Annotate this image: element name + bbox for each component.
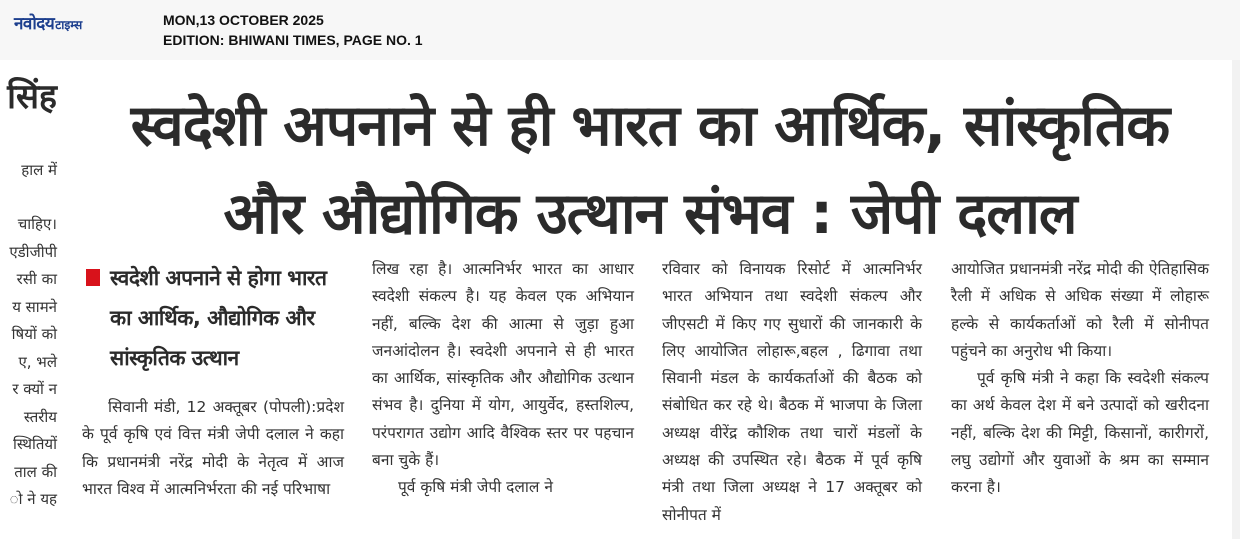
column-paragraph: रविवार को विनायक रिसोर्ट में आत्मनिर्भर भारत अभियान तथा स्वदेशी संकल्प और जीएसटी में किए गए सुधारों की जानकारी के लिए आयोजित लोहारू,बहल , ढिगावा तथा सिवानी मंडल के कार्यकर्ताओं की बैठक को संबोधित कर रहे थे। बैठक में भाजपा के जिला अध्यक्ष वीरेंद्र कौशिक तथा चारों मंडलों के अध्यक्ष की उपस्थित रहे। बैठक में पूर्व कृषि मंत्री तथा जिला अध्यक्ष ने 17 अक्तूबर को सोनीपत में (662, 260, 922, 524)
newspaper-page (0, 60, 1232, 539)
fragment-text: ए, भले (18, 353, 57, 371)
article-headline (80, 82, 1220, 258)
article-column-1 (82, 394, 344, 503)
fragment-text: चाहिए। (17, 215, 57, 233)
article-column-3 (662, 256, 922, 529)
fragment-text: य सामने (12, 298, 57, 316)
subheadline-text: स्वदेशी अपनाने से होगा भारत का आर्थिक, औद्योगिक और सांस्कृतिक उत्थान (110, 266, 327, 370)
page-edge (1232, 60, 1240, 539)
article-subheadline (86, 258, 346, 378)
column-paragraph: लिख रहा है। आत्मनिर्भर भारत का आधार स्वदेशी संकल्प है। यह केवल एक अभियान नहीं, बल्कि देश की आत्मा से जुड़ा हुआ जनआंदोलन है। स्वदेशी अपनाने से ही भारत का आर्थिक, सांस्कृतिक और औद्योगिक उत्थान संभव है। दुनिया में योग, आयुर्वेद, हस्तशिल्प, परंपरागत उद्योग आदि वैश्विक स्तर पर पहचान बना चुके हैं। (372, 260, 634, 470)
fragment-text: हाल में (21, 161, 57, 179)
fragment-text: सिंह (7, 77, 57, 117)
article-column-2 (372, 256, 634, 502)
fragment-text: स्तरीय (23, 408, 57, 426)
fragment-text: र क्यों न (12, 380, 57, 398)
top-bar (0, 0, 1240, 61)
column-paragraph: सिवानी मंडी, 12 अक्तूबर (पोपली):प्रदेश के पूर्व कृषि एवं वित्त मंत्री जेपी दलाल ने कहा कि प्रधानमंत्री नरेंद्र मोदी के नेतृत्व में आज भारत विश्व में आत्मनिर्भरता की नई परिभाषा (82, 398, 344, 498)
column-paragraph: पूर्व कृषि मंत्री ने कहा कि स्वदेशी संकल्प का अर्थ केवल देश में बने उत्पादों को खरीदना नहीं, बल्कि देश की मिट्टी, किसानों, कारीगरों, लघु उद्योगों और युवाओं के श्रम का सम्मान करना है। (951, 369, 1209, 497)
fragment-text: ो ने यह (9, 490, 57, 508)
fragment-text: स्थितियों (12, 435, 57, 453)
fragment-text: एडीजीपी (9, 243, 57, 261)
edition-line: EDITION: BHIWANI TIMES, PAGE NO. 1 (163, 32, 423, 48)
fragment-text: ताल की (14, 463, 57, 481)
headline-line-1: स्वदेशी अपनाने से ही भारत का आर्थिक, सांस्कृतिक (130, 93, 1170, 159)
logo-sub-text: टाइम्स (55, 18, 83, 32)
fragment-text: रसी का (16, 270, 57, 288)
article-column-4 (951, 256, 1209, 502)
red-bullet-icon (86, 269, 100, 286)
column-paragraph: आयोजित प्रधानमंत्री नरेंद्र मोदी की ऐतिहासिक रैली में अधिक से अधिक संख्या में लोहारू हल्के से कार्यकर्ताओं को रैली में सोनीपत पहुंचने का अनुरोध भी किया। (951, 260, 1209, 360)
date-line: MON,13 OCTOBER 2025 (163, 12, 324, 28)
logo-main-text: नवोदय (14, 14, 55, 34)
newspaper-logo[interactable] (14, 11, 82, 35)
headline-line-2: और औद्योगिक उत्थान संभव : जेपी दलाल (223, 181, 1077, 247)
column-paragraph: पूर्व कृषि मंत्री जेपी दलाल ने (398, 478, 553, 497)
adjacent-article-fragment (0, 60, 62, 539)
edition-meta (163, 10, 423, 50)
fragment-text: षियों को (11, 325, 57, 343)
